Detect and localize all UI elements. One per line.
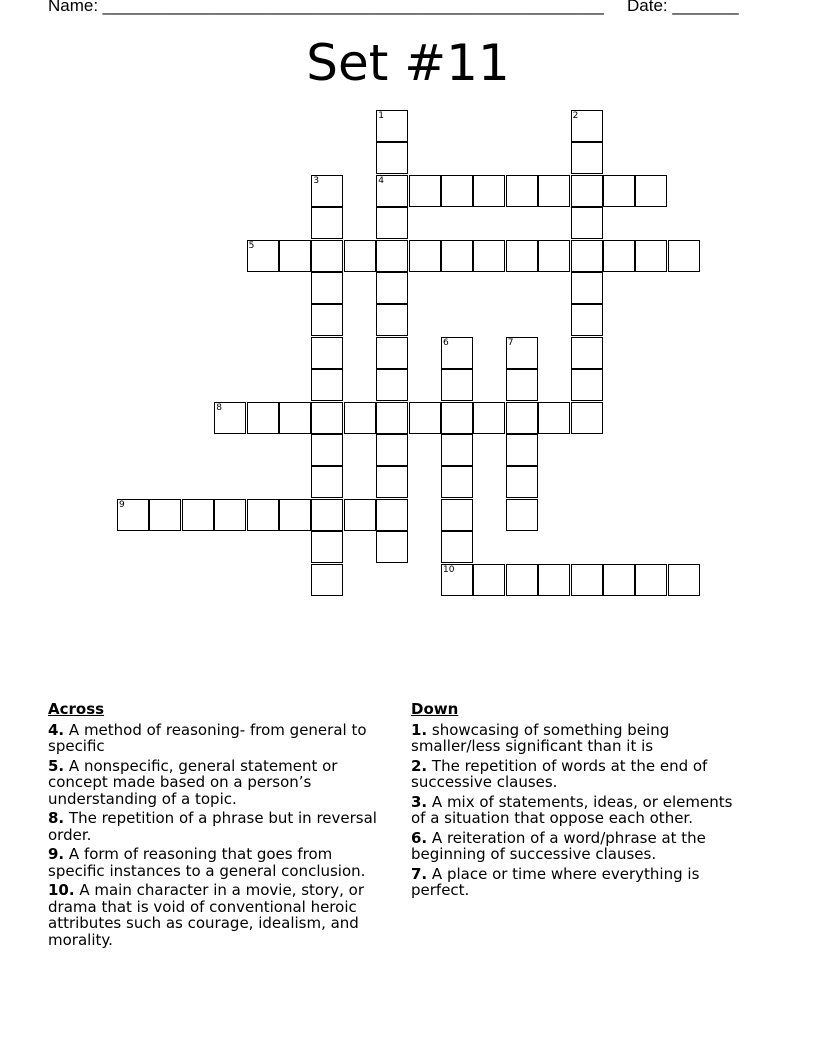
grid-cell[interactable] [635,175,667,207]
grid-cell[interactable] [571,304,603,336]
name-line: Name: _____________________________________________________ [48,0,604,15]
date-line: Date: _______ [627,0,739,15]
across-clue [48,810,388,843]
grid-cell[interactable] [344,240,376,272]
clue-text: A mix of statements, ideas, or elements of a situation that oppose each other. [411,792,733,827]
grid-cell[interactable] [311,402,343,434]
grid-cell[interactable] [247,402,279,434]
clue-text: A nonspecific, general statement or concept made based on a person’s understanding of a topic. [48,756,338,808]
across-heading: Across [48,700,105,718]
grid-cell[interactable] [311,207,343,239]
grid-cell[interactable] [506,402,538,434]
grid-cell[interactable] [506,369,538,401]
grid-cell[interactable] [506,337,538,369]
grid-cell[interactable] [473,175,505,207]
grid-cell[interactable] [538,175,570,207]
cell-number: 8 [216,402,222,413]
grid-cell[interactable] [473,564,505,596]
grid-cell[interactable] [571,564,603,596]
grid-cell[interactable] [441,369,473,401]
grid-cell[interactable] [571,369,603,401]
grid-cell[interactable] [376,110,408,142]
grid-cell[interactable] [441,402,473,434]
grid-cell[interactable] [571,110,603,142]
page-title: Set #11 [306,34,510,92]
grid-cell[interactable] [311,564,343,596]
grid-cell[interactable] [668,564,700,596]
cell-number: 4 [378,175,384,186]
grid-cell[interactable] [571,337,603,369]
grid-cell[interactable] [311,531,343,563]
grid-cell[interactable] [441,564,473,596]
grid-cell[interactable] [376,304,408,336]
grid-cell[interactable] [571,240,603,272]
grid-cell[interactable] [117,499,149,531]
grid-cell[interactable] [279,499,311,531]
clue-text: The repetition of a phrase but in reversal order. [48,809,377,844]
grid-cell[interactable] [279,240,311,272]
grid-cell[interactable] [635,240,667,272]
grid-cell[interactable] [441,499,473,531]
clue-number: 10. [48,881,75,899]
grid-cell[interactable] [409,240,441,272]
grid-cell[interactable] [603,240,635,272]
grid-cell[interactable] [376,272,408,304]
down-clue-list [411,722,751,899]
grid-cell[interactable] [668,240,700,272]
grid-cell[interactable] [506,466,538,498]
clue-text: showcasing of something being smaller/less significant than it is [411,720,670,755]
grid-cell[interactable] [311,499,343,531]
clue-number: 3. [411,792,428,811]
grid-cell[interactable] [603,564,635,596]
grid-cell[interactable] [311,240,343,272]
clue-text: A form of reasoning that goes from specific instances to a general conclusion. [48,845,366,880]
across-clue-list [48,722,388,949]
clue-text: A place or time where everything is perfect. [411,864,700,899]
down-clue [411,830,751,863]
grid-cell[interactable] [409,402,441,434]
down-clues [411,701,751,902]
grid-cell[interactable] [149,499,181,531]
grid-cell[interactable] [376,531,408,563]
grid-cell[interactable] [376,466,408,498]
across-clue [48,846,388,879]
grid-cell[interactable] [344,499,376,531]
grid-cell[interactable] [571,207,603,239]
across-clue [48,758,388,808]
clue-number: 2. [411,756,428,775]
grid-cell[interactable] [571,402,603,434]
across-clue [48,882,388,948]
grid-cell[interactable] [376,240,408,272]
cell-number: 6 [443,337,449,348]
grid-cell[interactable] [311,304,343,336]
down-clue [411,722,751,755]
down-clue [411,794,751,827]
across-clue [48,722,388,755]
grid-cell[interactable] [506,175,538,207]
clue-number: 9. [48,845,65,863]
clue-number: 6. [411,828,428,847]
clue-text: A reiteration of a word/phrase at the beginning of successive clauses. [411,828,706,863]
grid-cell[interactable] [247,499,279,531]
grid-cell[interactable] [376,402,408,434]
grid-cell[interactable] [279,402,311,434]
cell-number: 5 [248,240,255,251]
down-clue [411,866,751,899]
grid-cell[interactable] [441,434,473,466]
clue-number: 5. [48,756,65,775]
clue-number: 7. [411,864,428,883]
grid-cell[interactable] [441,531,473,563]
grid-cell[interactable] [409,175,441,207]
grid-cell[interactable] [506,564,538,596]
grid-cell[interactable] [344,402,376,434]
clue-text: A method of reasoning- from general to specific [48,720,367,755]
cell-number: 3 [313,175,320,186]
grid-cell[interactable] [473,402,505,434]
down-heading: Down [411,700,459,718]
grid-cell[interactable] [311,175,343,207]
grid-cell[interactable] [311,337,343,369]
grid-cell[interactable] [311,466,343,498]
cell-number: 1 [378,111,384,121]
grid-cell[interactable] [441,175,473,207]
grid-cell[interactable] [182,499,214,531]
grid-cell[interactable] [311,272,343,304]
grid-cell[interactable] [603,175,635,207]
grid-cell[interactable] [571,272,603,304]
grid-cell[interactable] [635,564,667,596]
grid-cell[interactable] [571,175,603,207]
cell-number: 9 [119,499,125,510]
grid-cell[interactable] [441,337,473,369]
cell-number: 7 [507,337,514,348]
grid-cell[interactable] [214,499,246,531]
grid-cell[interactable] [214,402,246,434]
grid-cell[interactable] [311,369,343,401]
grid-cell[interactable] [247,240,279,272]
clue-text: A main character in a movie, story, or drama that is void of conventional heroic attributes such as courage, idealism, and morality. [48,881,365,949]
grid-cell[interactable] [376,337,408,369]
cell-number: 10 [443,564,455,575]
grid-cell[interactable] [571,142,603,174]
clue-number: 8. [48,809,65,827]
down-clue [411,758,751,791]
clue-number: 4. [48,720,65,739]
grid-cell[interactable] [376,499,408,531]
grid-cell[interactable] [473,240,505,272]
grid-cell[interactable] [506,240,538,272]
grid-cell[interactable] [376,369,408,401]
across-clues [48,701,388,951]
grid-cell[interactable] [506,434,538,466]
grid-cell[interactable] [538,402,570,434]
grid-cell[interactable] [376,142,408,174]
grid-cell[interactable] [538,564,570,596]
clue-text: The repetition of words at the end of successive clauses. [411,756,708,791]
grid-cell[interactable] [538,240,570,272]
grid-cell[interactable] [376,434,408,466]
grid-cell[interactable] [441,240,473,272]
cell-number: 2 [572,111,579,121]
grid-cell[interactable] [506,499,538,531]
grid-cell[interactable] [376,175,408,207]
grid-cell[interactable] [311,434,343,466]
grid-cell[interactable] [441,466,473,498]
clue-number: 1. [411,720,428,739]
grid-cell[interactable] [376,207,408,239]
